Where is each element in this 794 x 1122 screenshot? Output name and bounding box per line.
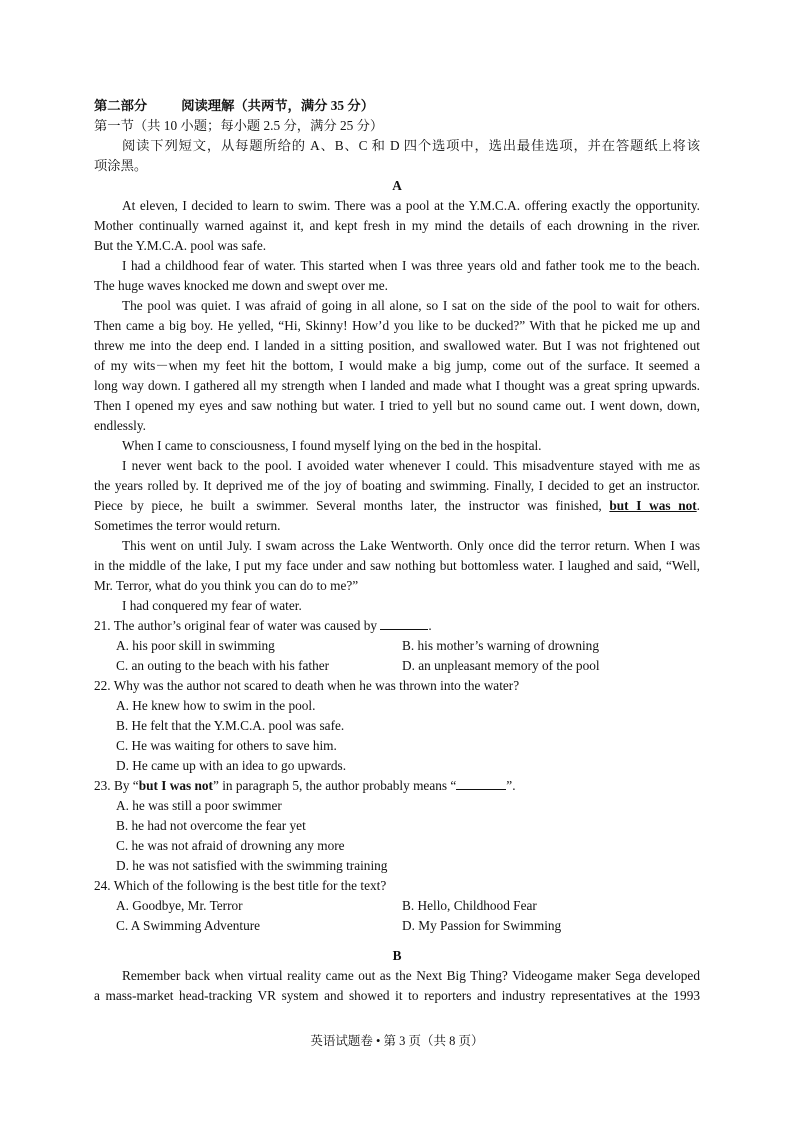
passage-a-line: I never went back to the pool. I avoided water whenever I could. This misadventure stayed with me as	[122, 458, 700, 473]
option-d[interactable]: D. My Passion for Swimming	[402, 918, 562, 933]
part-title: 阅读理解（共两节，满分 35 分）	[181, 98, 374, 113]
question-24-options-row-2	[94, 916, 700, 936]
passage-a-text: Piece by piece, he built a swimmer. Several months later, the instructor was finished,	[94, 498, 610, 513]
option-c[interactable]: C. A Swimming Adventure	[116, 918, 261, 933]
option-a[interactable]: A. he was still a poor swimmer	[116, 798, 282, 813]
question-21-stem	[94, 616, 700, 636]
passage-b-label: B	[392, 948, 402, 963]
option-d[interactable]: D. an unpleasant memory of the pool	[402, 658, 600, 673]
passage-a-line: I had conquered my fear of water.	[122, 598, 302, 613]
question-21-options-row-2	[94, 656, 700, 676]
question-21-end: .	[428, 618, 432, 633]
option-c[interactable]: C. he was not afraid of drowning any more	[116, 838, 345, 853]
passage-a-line: Then I opened my eyes and saw nothing but water. I tried to yell but no sound came out. I went down, down,	[94, 398, 700, 413]
question-23-stem	[94, 776, 700, 796]
question-23-end: ”.	[506, 778, 516, 793]
period: .	[696, 498, 700, 513]
option-c[interactable]: C. He was waiting for others to save him.	[116, 738, 337, 753]
passage-a-line: of my wits－when my feet hit the bottom, I would make a big jump, come out of the surface. It seemed a	[94, 358, 700, 373]
passage-a-line: This went on until July. I swam across the Lake Wentworth. Only once did the terror return. When I was	[122, 538, 700, 553]
page-footer: 英语试题卷 • 第 3 页（共 8 页）	[310, 1034, 484, 1048]
option-a[interactable]: A. He knew how to swim in the pool.	[116, 698, 316, 713]
instructions-line-2: 项涂黑。	[94, 158, 148, 173]
passage-a-line: At eleven, I decided to learn to swim. There was a pool at the Y.M.C.A. offering exactly the opportunity.	[122, 198, 700, 213]
passage-b-line: Remember back when virtual reality came out as the Next Big Thing? Videogame maker Sega developed	[122, 968, 700, 983]
option-b[interactable]: B. Hello, Childhood Fear	[402, 898, 537, 913]
passage-a-line: long way down. I gathered all my strength when I landed and made what I thought was a great spring upwards.	[94, 378, 700, 393]
option-b[interactable]: B. He felt that the Y.M.C.A. pool was safe.	[116, 718, 345, 733]
section-heading: 第一节（共 10 小题；每小题 2.5 分，满分 25 分）	[94, 118, 384, 133]
option-d[interactable]: D. he was not satisfied with the swimming training	[116, 858, 388, 873]
emphasized-phrase: but I was not	[609, 498, 697, 513]
option-b[interactable]: B. his mother’s warning of drowning	[402, 638, 599, 653]
option-a[interactable]: A. Goodbye, Mr. Terror	[116, 898, 243, 913]
passage-a-line: When I came to consciousness, I found myself lying on the bed in the hospital.	[122, 438, 542, 453]
option-a[interactable]: A. his poor skill in swimming	[116, 638, 275, 653]
passage-a-line: The pool was quiet. I was afraid of going in all alone, so I sat on the side of the pool to wait for others.	[122, 298, 700, 313]
instructions-line-1: 阅读下列短文，从每题所给的 A、B、C 和 D 四个选项中，选出最佳选项，并在答题纸上将该	[122, 138, 700, 153]
option-b[interactable]: B. he had not overcome the fear yet	[116, 818, 306, 833]
passage-a-line: Mr. Terror, what do you think you can do to me?”	[94, 578, 359, 593]
passage-a-line-with-emphasis	[94, 496, 700, 516]
passage-a-line: the years rolled by. It deprived me of the joy of boating and swimming. Finally, I decided to get an instructor.	[94, 478, 700, 493]
exam-page	[94, 96, 700, 1006]
passage-b-line: a mass-market head-tracking VR system and showed it to reporters and industry representatives at the 1993	[94, 988, 700, 1003]
answer-blank	[456, 776, 506, 790]
option-c[interactable]: C. an outing to the beach with his father	[116, 658, 330, 673]
passage-a-line: I had a childhood fear of water. This started when I was three years old and father took me to the beach.	[122, 258, 700, 273]
question-23-text-cont: ” in paragraph 5, the author probably means “	[212, 778, 457, 793]
question-21-options-row-1	[94, 636, 700, 656]
passage-a-line: Mother continually warned against it, and kept fresh in my mind the details of each drowning in the river.	[94, 218, 700, 233]
passage-a-line: in the middle of the lake, I put my face under and saw nothing but bottomless water. I laughed and said, “Well,	[94, 558, 700, 573]
question-21-text: 21. The author’s original fear of water was caused by	[94, 618, 378, 633]
passage-a-line: But the Y.M.C.A. pool was safe.	[94, 238, 267, 253]
question-24-stem: 24. Which of the following is the best title for the text?	[94, 878, 387, 893]
passage-a-line: The huge waves knocked me down and swept over me.	[94, 278, 388, 293]
passage-a-line: Then came a big boy. He yelled, “Hi, Skinny! How’d you like to be ducked?” With that he picked me up and	[94, 318, 700, 333]
question-22-stem: 22. Why was the author not scared to death when he was thrown into the water?	[94, 678, 520, 693]
part-heading	[94, 96, 700, 116]
passage-a-line: endlessly.	[94, 418, 146, 433]
passage-a-label: A	[392, 178, 402, 193]
part-label: 第二部分	[94, 98, 148, 113]
quoted-phrase: but I was not	[138, 778, 213, 793]
passage-a-line: Sometimes the terror would return.	[94, 518, 281, 533]
question-23-text: 23. By “	[94, 778, 139, 793]
question-24-options-row-1	[94, 896, 700, 916]
option-d[interactable]: D. He came up with an idea to go upwards.	[116, 758, 347, 773]
passage-a-line: threw me into the deep end. I landed in a sitting position, and swallowed water. But I was not frightened out	[94, 338, 700, 353]
answer-blank	[380, 616, 428, 630]
